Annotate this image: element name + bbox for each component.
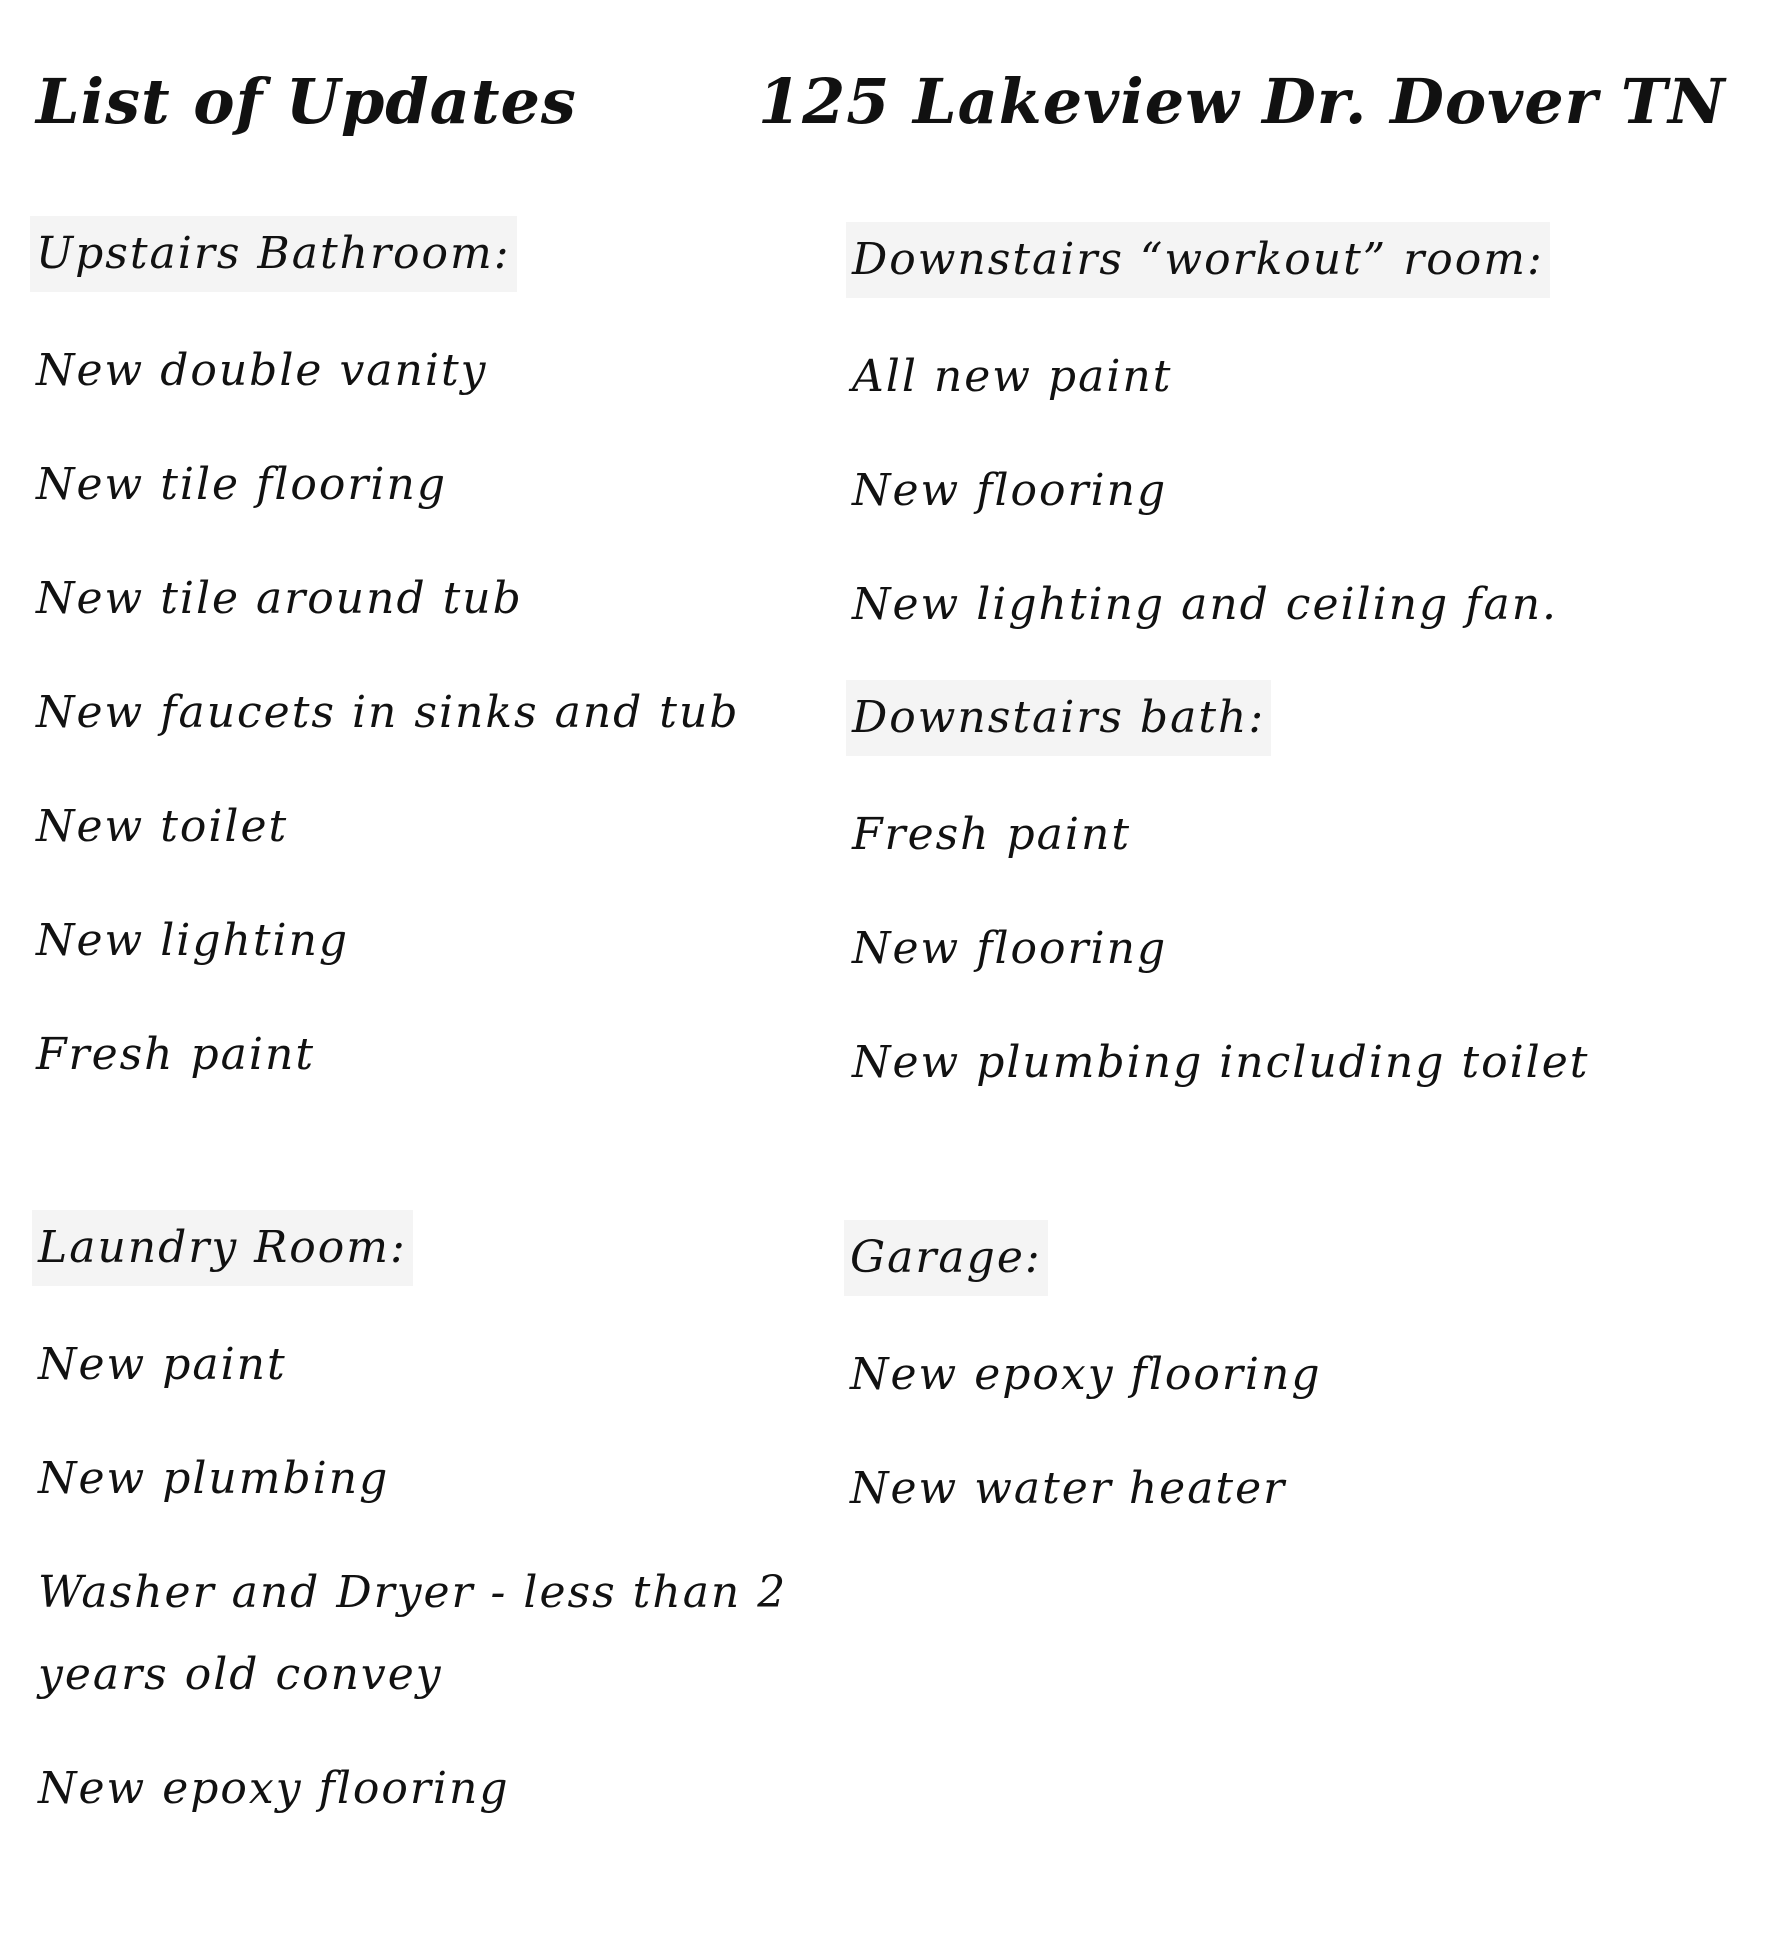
list-item: New double vanity — [36, 345, 488, 396]
list-item: New toilet — [36, 801, 289, 852]
list-item: New flooring — [852, 465, 1168, 516]
list-item: New lighting — [36, 915, 350, 966]
list-item: Fresh paint — [852, 809, 1131, 860]
list-item: New epoxy flooring — [850, 1349, 1322, 1400]
section-downstairs-bath — [852, 680, 1692, 1104]
section-heading: Garage: — [844, 1220, 1048, 1296]
list-item: All new paint — [852, 351, 1173, 402]
section-heading: Laundry Room: — [32, 1210, 413, 1286]
section-garage — [850, 1220, 1690, 1530]
list-item: New tile around tub — [36, 573, 523, 624]
document-title: List of Updates — [36, 65, 577, 138]
list-item: New plumbing including toilet — [852, 1037, 1590, 1088]
list-item: New plumbing — [38, 1453, 390, 1504]
section-heading: Upstairs Bathroom: — [30, 216, 517, 292]
list-item-line: Washer and Dryer - less than 2 — [38, 1567, 788, 1618]
list-item: New paint — [38, 1339, 287, 1390]
list-item: New water heater — [850, 1463, 1287, 1514]
list-item: New lighting and ceiling fan. — [852, 579, 1559, 630]
list-item: New tile flooring — [36, 459, 447, 510]
list-item: New faucets in sinks and tub — [36, 687, 740, 738]
property-address: 125 Lakeview Dr. Dover TN — [758, 65, 1726, 138]
list-item — [38, 1552, 798, 1716]
list-item: Fresh paint — [36, 1029, 315, 1080]
section-upstairs-bathroom — [36, 216, 876, 1096]
section-laundry-room — [38, 1210, 878, 1830]
section-heading: Downstairs bath: — [846, 680, 1271, 756]
section-downstairs-workout-room — [852, 222, 1692, 646]
section-heading: Downstairs “workout” room: — [846, 222, 1550, 298]
list-item-line: years old convey — [38, 1649, 443, 1700]
list-item: New epoxy flooring — [38, 1763, 510, 1814]
list-item: New flooring — [852, 923, 1168, 974]
